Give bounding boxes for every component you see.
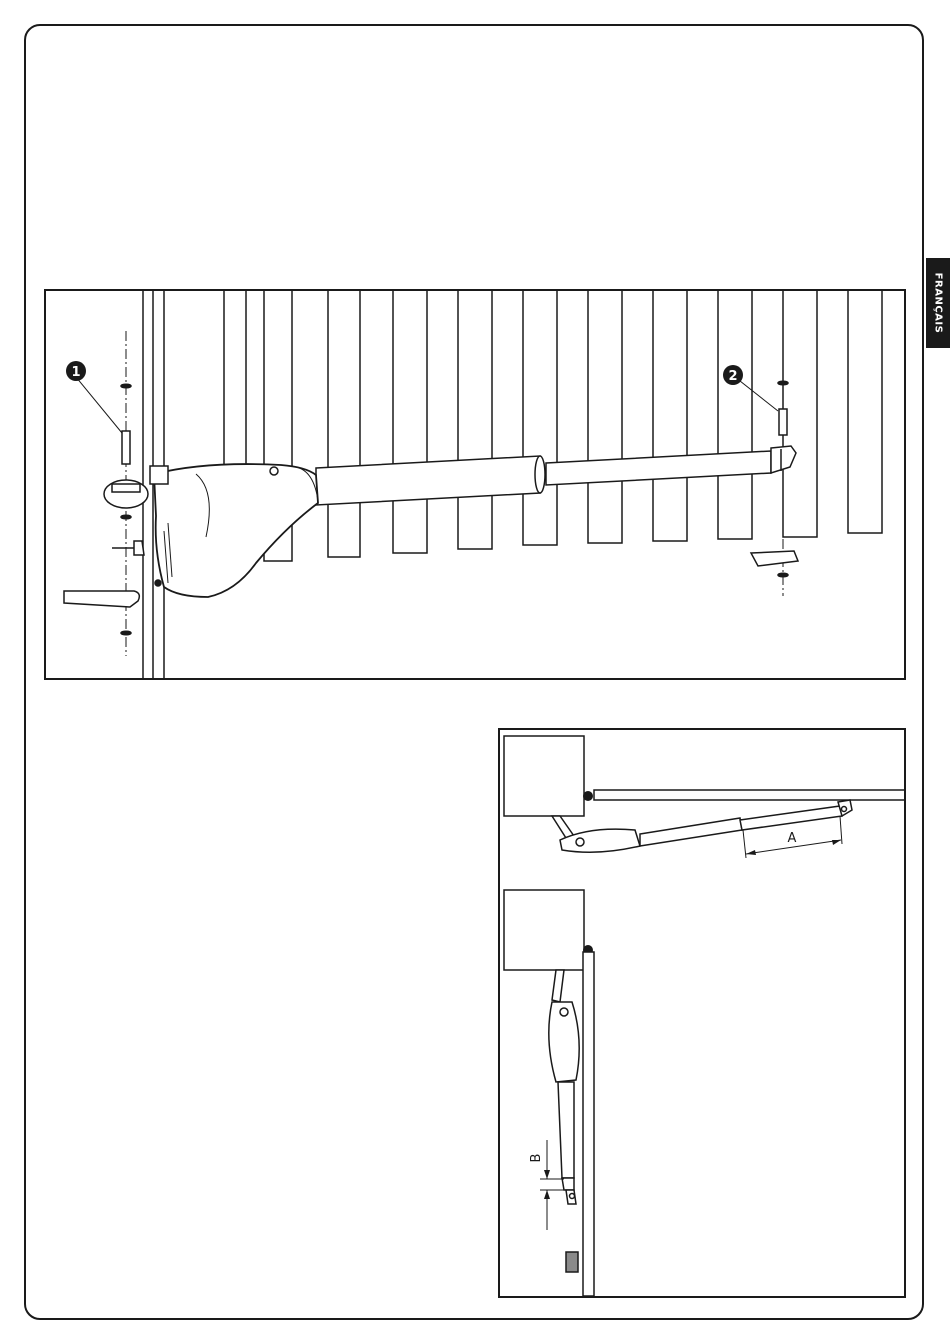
language-tab-label: FRANÇAIS	[932, 272, 944, 334]
hinge-top	[583, 791, 593, 801]
callout-2-number: 2	[728, 369, 738, 384]
language-tab	[926, 258, 950, 348]
rear-bracket	[751, 551, 798, 566]
actuator-closed	[552, 800, 852, 852]
ground-stop	[566, 1252, 578, 1272]
installation-drawing	[46, 291, 904, 678]
callout-1-number: 1	[71, 365, 81, 380]
dimension-b-label: B	[529, 1153, 544, 1163]
callout-1	[66, 361, 122, 433]
gate-leaf-closed	[594, 790, 904, 800]
front-pin	[122, 431, 130, 464]
front-bracket	[64, 591, 139, 607]
pillar-top	[504, 736, 584, 816]
dimension-a-label: A	[787, 831, 797, 846]
actuator-open	[549, 970, 579, 1204]
installation-figure	[44, 289, 906, 680]
actuator-motor-body	[154, 464, 318, 597]
rear-pin	[779, 409, 787, 435]
gate-leaf-open	[583, 952, 594, 1296]
dimension-drawing	[500, 730, 904, 1296]
pillar-bottom	[504, 890, 584, 970]
dimension-figure	[498, 728, 906, 1298]
